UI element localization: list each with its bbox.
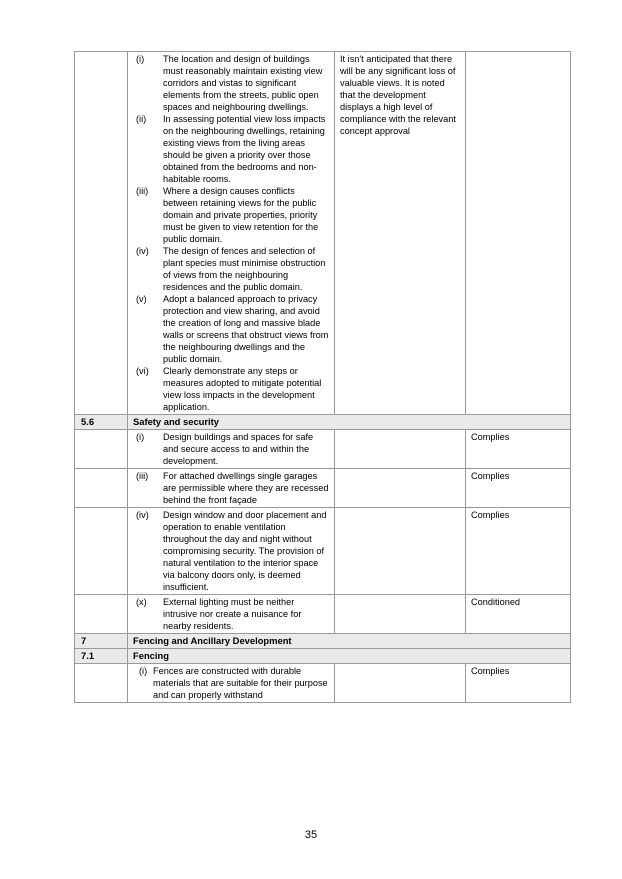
status-cell: Complies <box>466 664 571 703</box>
control-cell <box>128 664 335 703</box>
control-cell <box>128 508 335 595</box>
control-row <box>75 664 571 703</box>
section-heading-row <box>75 634 571 649</box>
control-row <box>75 430 571 469</box>
comment-cell: It isn't anticipated that there will be any significant loss of valuable views. It is noted that the development displays a high level of compliance with the relevant concept approval <box>335 52 466 415</box>
comment-cell <box>335 508 466 595</box>
status-cell: Complies <box>466 430 571 469</box>
control-cell <box>128 52 335 415</box>
section-heading-row <box>75 649 571 664</box>
status-cell: Complies <box>466 469 571 508</box>
clause-number-cell <box>75 595 128 634</box>
item-marker: (iv) <box>136 510 149 520</box>
section-number: 5.6 <box>75 415 128 430</box>
control-text: Design buildings and spaces for safe and secure access to and within the development. <box>163 432 314 466</box>
control-row <box>75 469 571 508</box>
status-cell: Conditioned <box>466 595 571 634</box>
comment-cell <box>335 595 466 634</box>
control-text: Design window and door placement and operation to enable ventilation throughout the day and night without compromising security. The provision of natural ventilation to the interior space via balcony doors only, is deemed insufficient. <box>163 510 327 592</box>
page-number: 35 <box>304 829 318 841</box>
section-heading-row <box>75 415 571 430</box>
control-item: (vi) Clearly demonstrate any steps or measures adopted to mitigate potential view loss impacts in the development application. <box>136 366 322 412</box>
status-cell: Complies <box>466 508 571 595</box>
clause-number-cell <box>75 508 128 595</box>
control-text: Fences are constructed with durable materials that are suitable for their purpose and can properly withstand <box>153 666 328 700</box>
section-title: Fencing <box>128 649 571 664</box>
control-item: (iii) Where a design causes conflicts between retaining views for the public domain and private properties, priority must be given to view retention for the public domain. <box>136 186 319 244</box>
control-text: For attached dwellings single garages are permissible where they are recessed behind the front façade <box>163 471 329 505</box>
control-item: (iv) The design of fences and selection of plant species must minimise obstruction of views from the neighbouring residences and the public domain. <box>136 246 326 292</box>
control-row <box>75 508 571 595</box>
section-title: Fencing and Ancillary Development <box>128 634 571 649</box>
view-sharing-row <box>75 52 571 415</box>
item-marker: (i) <box>139 666 148 676</box>
comment-cell <box>335 430 466 469</box>
control-cell <box>128 430 335 469</box>
compliance-table <box>74 51 571 703</box>
control-item: (v) Adopt a balanced approach to privacy protection and view sharing, and avoid the creation of long and massive blade walls or screens that obstruct views from the neighbouring dwellings and the public domain. <box>136 294 329 364</box>
control-text: External lighting must be neither intrusive nor create a nuisance for nearby residents. <box>163 597 302 631</box>
clause-number-cell <box>75 469 128 508</box>
control-item: (ii) In assessing potential view loss impacts on the neighbouring dwellings, retaining existing views from the living areas should be given a priority over those obtained from the bedrooms and non-habitable rooms. <box>136 114 326 184</box>
item-marker: (x) <box>136 597 147 607</box>
clause-number-cell <box>75 52 128 415</box>
control-row <box>75 595 571 634</box>
control-cell <box>128 595 335 634</box>
status-cell <box>466 52 571 415</box>
section-title: Safety and security <box>128 415 571 430</box>
clause-number-cell <box>75 430 128 469</box>
section-number: 7.1 <box>75 649 128 664</box>
comment-cell <box>335 664 466 703</box>
item-marker: (i) <box>136 432 145 442</box>
control-item: (i) The location and design of buildings must reasonably maintain existing view corridors and vistas to significant elements from the streets, public open spaces and neighbouring dwellings. <box>136 54 323 112</box>
comment-cell <box>335 469 466 508</box>
section-number: 7 <box>75 634 128 649</box>
item-marker: (iii) <box>136 471 149 481</box>
clause-number-cell <box>75 664 128 703</box>
control-cell <box>128 469 335 508</box>
